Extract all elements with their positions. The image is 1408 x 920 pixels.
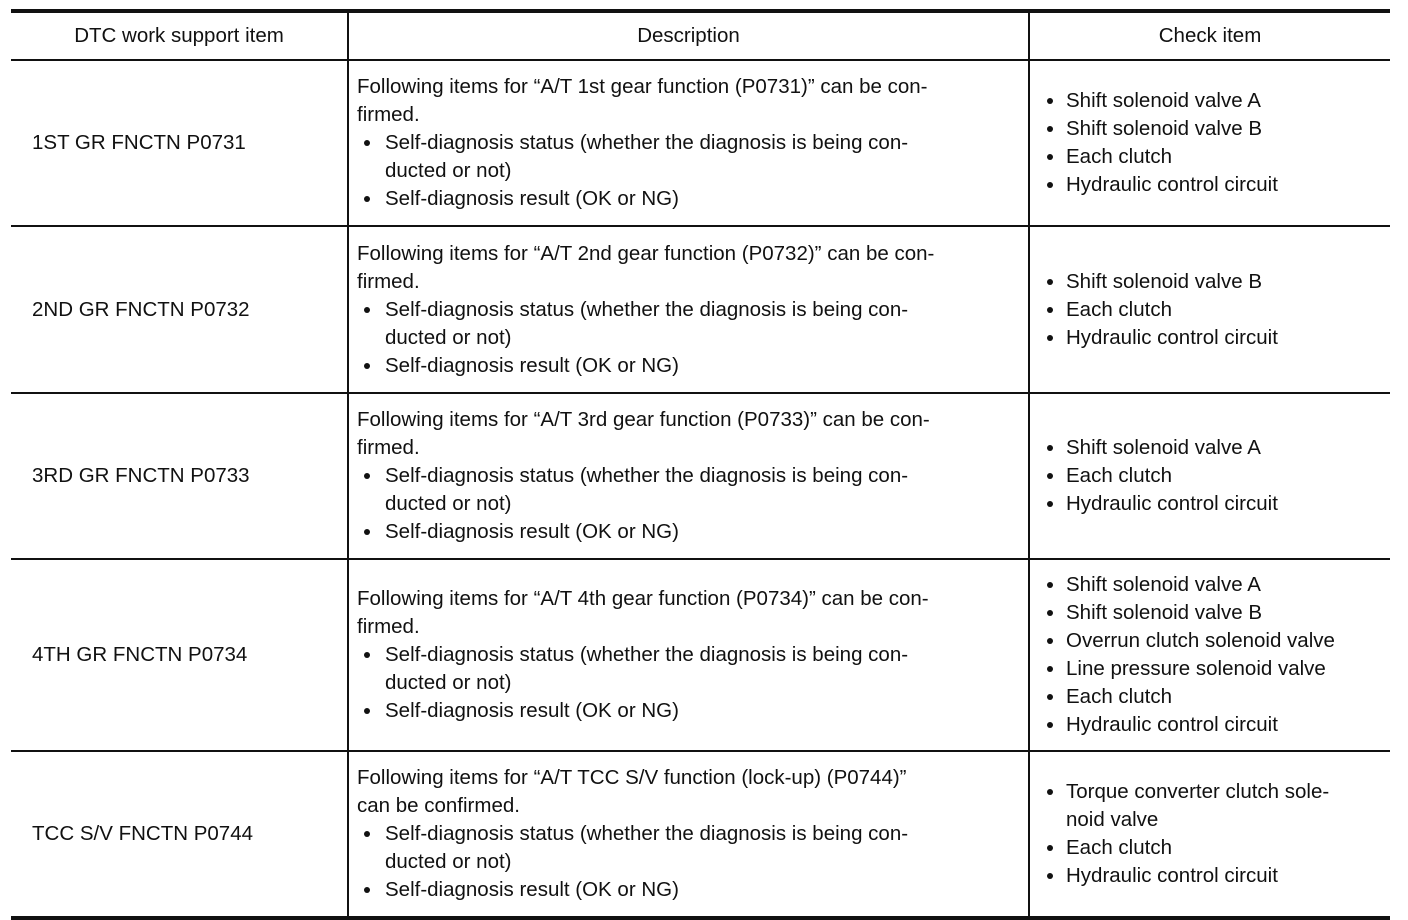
check-item: Hydraulic control circuit bbox=[1038, 711, 1384, 739]
dtc-item-cell: 1ST GR FNCTN P0731 bbox=[11, 60, 348, 226]
table-row bbox=[11, 751, 1390, 918]
header-description: Description bbox=[348, 11, 1029, 60]
bullet-item bbox=[357, 129, 1014, 185]
description-text: Following items for “A/T 4th gear function (P0734)” can be con- bbox=[357, 587, 929, 610]
check-item-cell bbox=[1029, 559, 1390, 751]
description-text: Following items for “A/T 3rd gear function (P0733)” can be con- bbox=[357, 408, 930, 431]
bullet-text: Self-diagnosis status (whether the diagnosis is being con- bbox=[385, 464, 909, 487]
bullet-item bbox=[357, 820, 1014, 876]
check-list bbox=[1038, 87, 1384, 199]
check-list bbox=[1038, 434, 1384, 518]
check-item: Each clutch bbox=[1038, 296, 1384, 324]
check-item: Shift solenoid valve A bbox=[1038, 571, 1384, 599]
description-text: Following items for “A/T 2nd gear function (P0732)” can be con- bbox=[357, 241, 935, 265]
description-cell bbox=[348, 559, 1029, 751]
bullet-text: Self-diagnosis status (whether the diagnosis is being con- bbox=[385, 643, 909, 666]
description-text: firmed. bbox=[357, 436, 420, 459]
check-item: Each clutch bbox=[1038, 143, 1384, 171]
bullet-text: ducted or not) bbox=[385, 325, 512, 349]
check-item: Overrun clutch solenoid valve bbox=[1038, 627, 1384, 655]
check-item: Line pressure solenoid valve bbox=[1038, 655, 1384, 683]
check-item: Shift solenoid valve B bbox=[1038, 599, 1384, 627]
check-item: Shift solenoid valve A bbox=[1038, 434, 1384, 462]
check-item: Hydraulic control circuit bbox=[1038, 324, 1384, 352]
description-cell bbox=[348, 226, 1029, 393]
table-row bbox=[11, 226, 1390, 393]
table-row bbox=[11, 559, 1390, 751]
check-item: Hydraulic control circuit bbox=[1038, 862, 1384, 890]
description-text: Following items for “A/T TCC S/V function (lock-up) (P0744)” bbox=[357, 766, 907, 789]
check-item-cell bbox=[1029, 751, 1390, 918]
check-item: Each clutch bbox=[1038, 462, 1384, 490]
check-item-cell bbox=[1029, 226, 1390, 393]
check-list bbox=[1038, 778, 1384, 890]
header-row bbox=[11, 11, 1390, 60]
check-item: Hydraulic control circuit bbox=[1038, 490, 1384, 518]
bullet-item bbox=[357, 641, 1014, 697]
description-text: firmed. bbox=[357, 103, 420, 126]
header-dtc-item: DTC work support item bbox=[11, 11, 348, 60]
description-text: can be confirmed. bbox=[357, 794, 520, 817]
bullet-text: Self-diagnosis status (whether the diagnosis is being con- bbox=[385, 822, 909, 845]
bullet-item: Self-diagnosis result (OK or NG) bbox=[357, 697, 1014, 725]
check-item-cell bbox=[1029, 60, 1390, 226]
bullet-text: Self-diagnosis status (whether the diagnosis is being con- bbox=[385, 297, 909, 321]
bullet-text: ducted or not) bbox=[385, 850, 512, 873]
dtc-item-cell: 4TH GR FNCTN P0734 bbox=[11, 559, 348, 751]
bullet-item: Self-diagnosis result (OK or NG) bbox=[357, 185, 1014, 213]
description-text: firmed. bbox=[357, 615, 420, 638]
check-item: Hydraulic control circuit bbox=[1038, 171, 1384, 199]
check-item: Shift solenoid valve B bbox=[1038, 115, 1384, 143]
dtc-work-support-table bbox=[11, 9, 1390, 920]
bullet-item bbox=[357, 462, 1014, 518]
bullet-item: Self-diagnosis result (OK or NG) bbox=[357, 518, 1014, 546]
bullet-item bbox=[357, 296, 1014, 352]
check-item: Shift solenoid valve A bbox=[1038, 87, 1384, 115]
description-cell bbox=[348, 60, 1029, 226]
table-row bbox=[11, 60, 1390, 226]
bullet-text: ducted or not) bbox=[385, 159, 512, 182]
bullet-item: Self-diagnosis result (OK or NG) bbox=[357, 876, 1014, 904]
table-row bbox=[11, 393, 1390, 559]
bullet-item: Self-diagnosis result (OK or NG) bbox=[357, 352, 1014, 380]
dtc-item-cell: 3RD GR FNCTN P0733 bbox=[11, 393, 348, 559]
check-list bbox=[1038, 268, 1384, 352]
description-text: Following items for “A/T 1st gear function (P0731)” can be con- bbox=[357, 75, 928, 98]
bullet-text: Self-diagnosis status (whether the diagnosis is being con- bbox=[385, 131, 909, 154]
check-item: Each clutch bbox=[1038, 834, 1384, 862]
check-item: Torque converter clutch sole- noid valve bbox=[1038, 778, 1384, 834]
check-list bbox=[1038, 571, 1384, 739]
header-check-item: Check item bbox=[1029, 11, 1390, 60]
bullet-text: ducted or not) bbox=[385, 492, 512, 515]
description-cell bbox=[348, 751, 1029, 918]
description-text: firmed. bbox=[357, 269, 420, 293]
dtc-item-cell: 2ND GR FNCTN P0732 bbox=[11, 226, 348, 393]
description-cell bbox=[348, 393, 1029, 559]
check-item: Shift solenoid valve B bbox=[1038, 268, 1384, 296]
dtc-item-cell: TCC S/V FNCTN P0744 bbox=[11, 751, 348, 918]
check-item: Each clutch bbox=[1038, 683, 1384, 711]
bullet-text: ducted or not) bbox=[385, 671, 512, 694]
check-item-cell bbox=[1029, 393, 1390, 559]
